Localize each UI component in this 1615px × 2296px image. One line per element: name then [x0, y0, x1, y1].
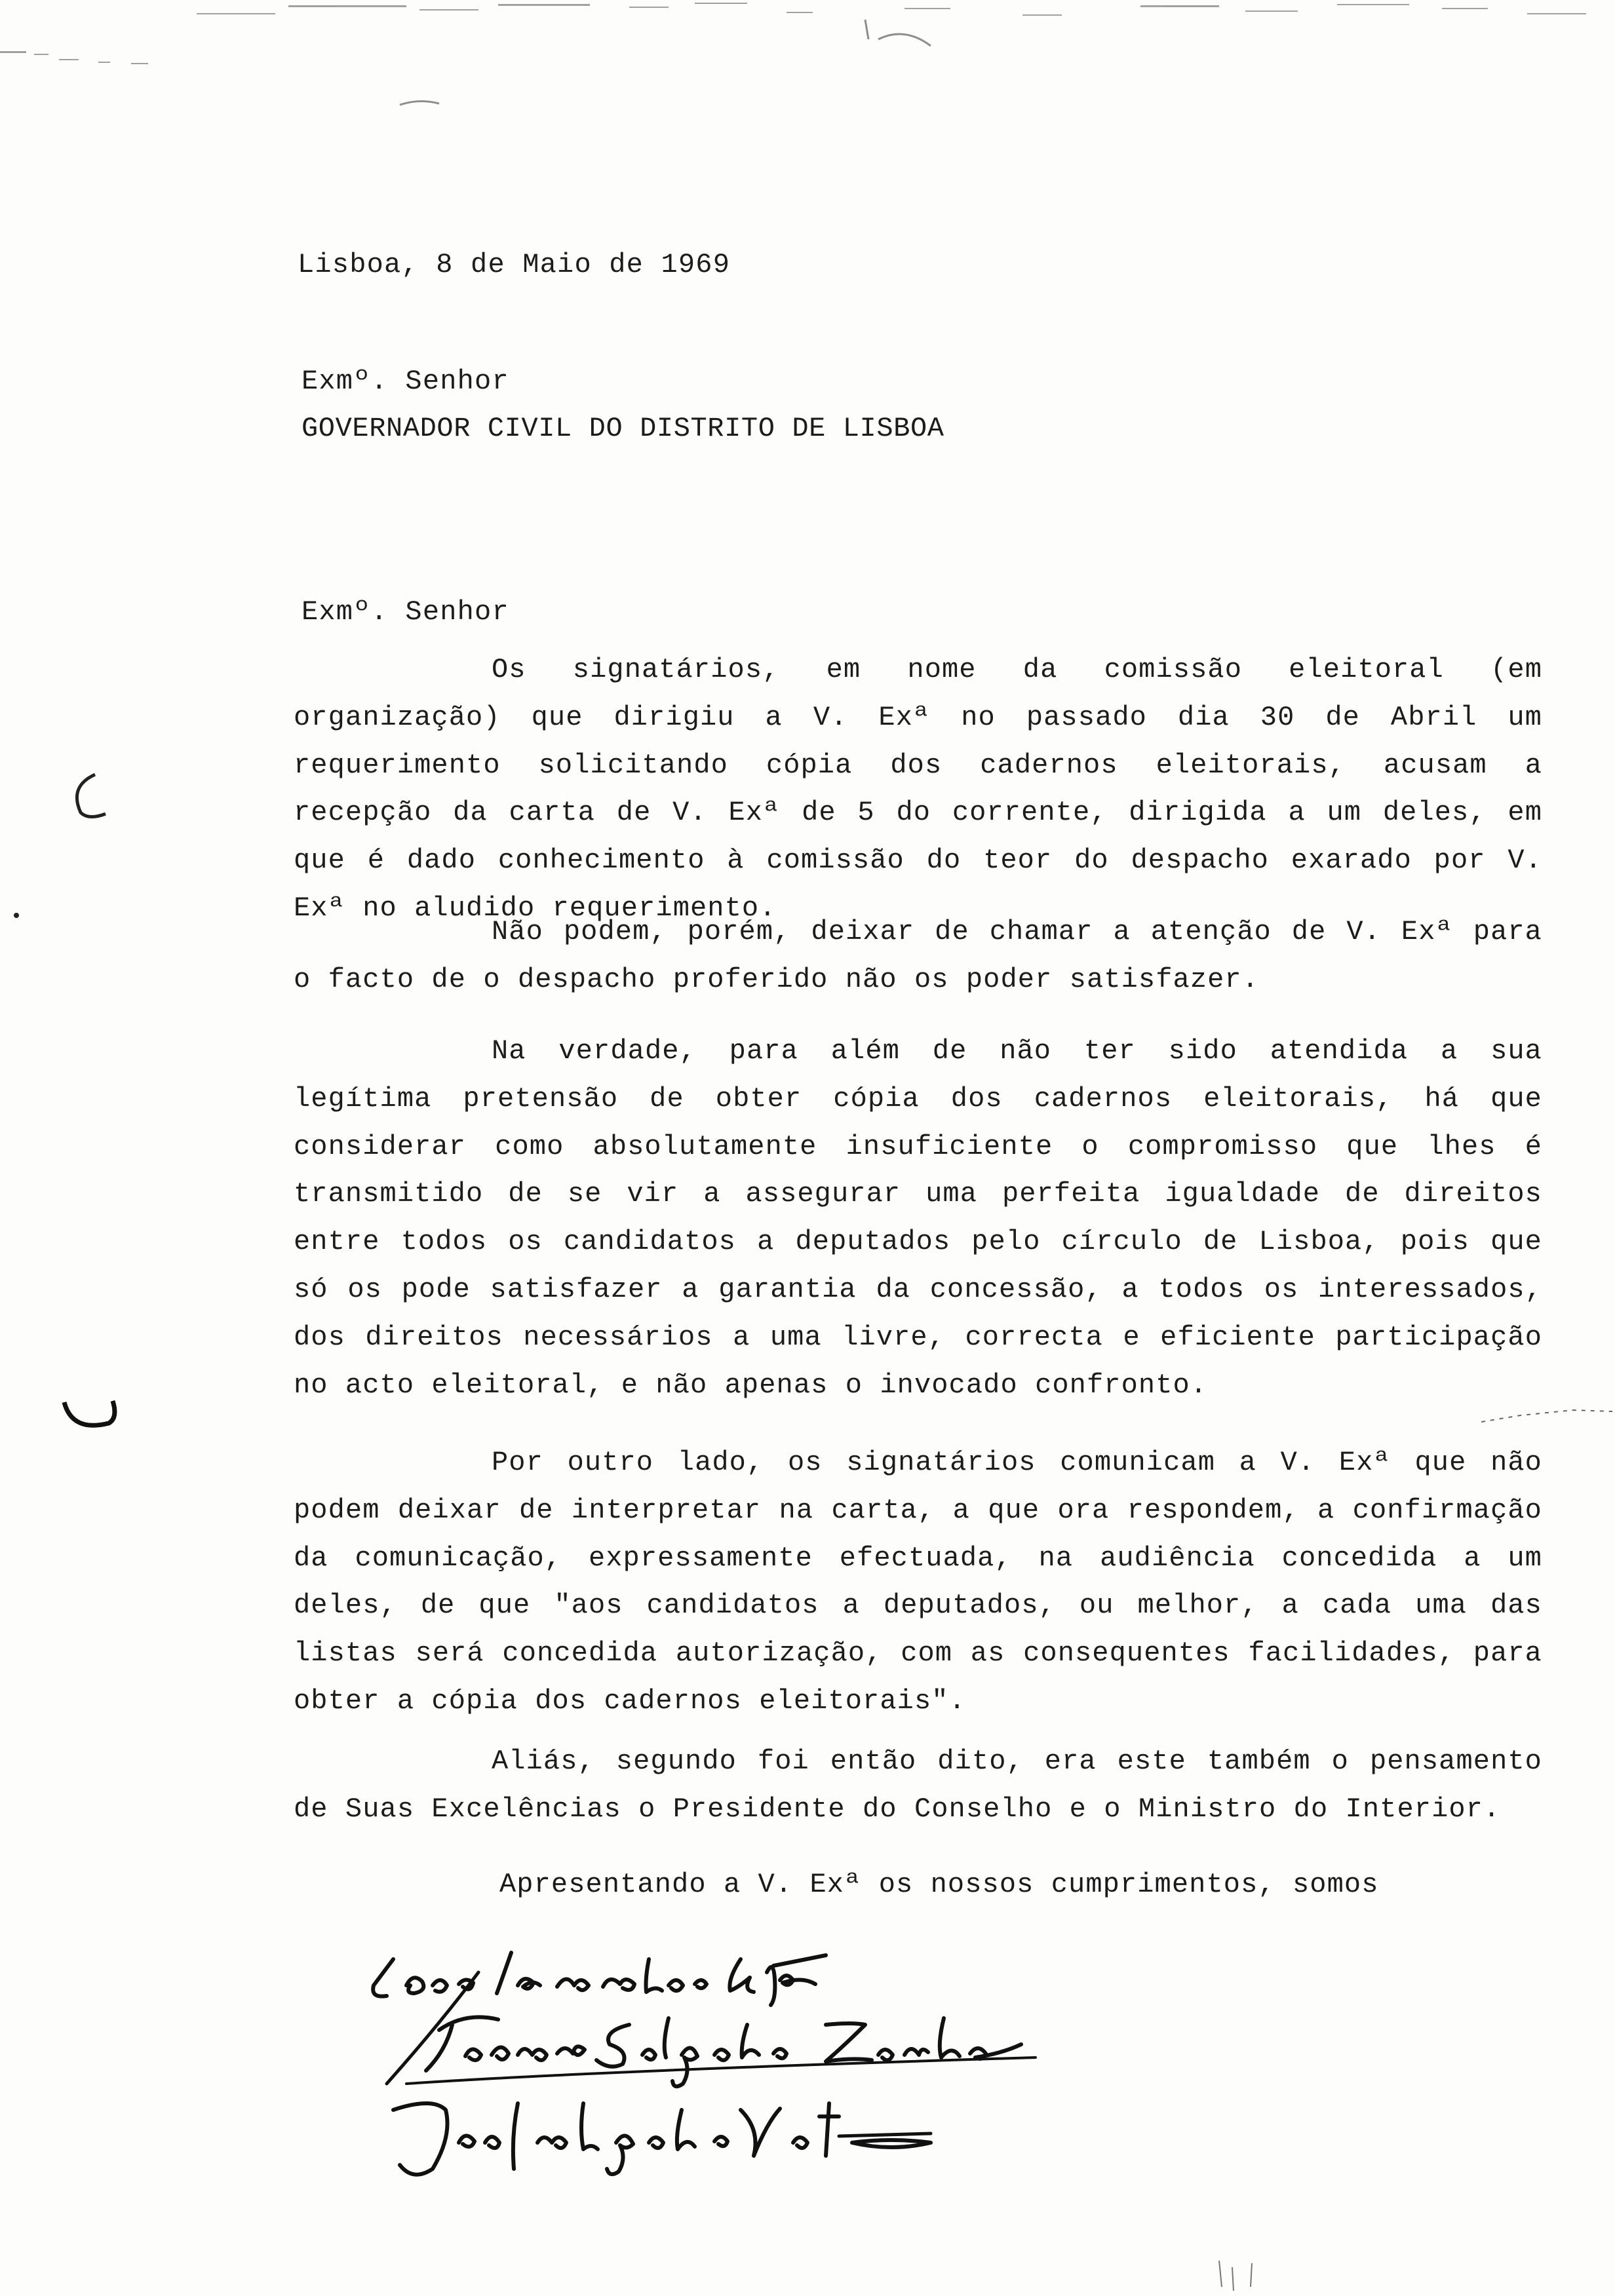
scan-noise-bottom: [1213, 2254, 1291, 2293]
margin-hook-mark: [52, 1383, 125, 1442]
paragraph-5: Aliás, segundo foi então dito, era este também o pensamento de Suas Excelências o Presidente do Conselho e o Ministro do Interior.: [294, 1746, 1542, 1825]
closing-line: Apresentando a V. Exª os nossos cumprimentos, somos: [499, 1869, 1379, 1900]
signature-2: [406, 2017, 1036, 2086]
paragraph-1: Os signatários, em nome da comissão eleitoral (em organização) que dirigiu a V. Exª no passado dia 30 de Abril um requerimento solicitando cópia dos cadernos eleitorais, acusam a recepção da carta de V. Exª de 5 do corrente, dirigida a um deles, em que é dado conhecimento à comissão do teor do despacho exarado por V. Exª no aludido requerimento.: [294, 654, 1542, 924]
margin-arc-mark: [62, 767, 115, 826]
paragraph-2: Não podem, porém, deixar de chamar a atenção de V. Exª para o facto de o despacho proferido não os poder satisfazer.: [294, 916, 1542, 995]
addressee-salutation: Exmº. Senhor: [302, 366, 509, 397]
signature-3: [393, 2103, 931, 2175]
scan-noise-top: [0, 0, 1615, 131]
paragraph-4: Por outro lado, os signatários comunicam a V. Exª que não podem deixar de interpretar na carta, a que ora respondem, a confirmação da comunicação, expressamente efectuada, na audiência concedida a um deles, de que "aos candidatos a deputados, ou melhor, a cada uma das listas será concedida autorização, com as consequentes facilidades, para obter a cópia dos cadernos eleitorais".: [294, 1447, 1542, 1717]
paragraph-3: Na verdade, para além de não ter sido atendida a sua legítima pretensão de obter cópia dos cadernos eleitorais, há que considerar como absolutamente insuficiente o compromisso que lhes é transmitido de se vir a assegurar uma perfeita igualdade de direitos entre todos os candidatos a deputados pelo círculo de Lisboa, pois que só os pode satisfazer a garantia da concessão, a todos os interessados, dos direitos necessários a uma livre, correcta e eficiente participação no acto eleitoral, e não apenas o invocado confronto.: [294, 1035, 1542, 1401]
salutation: Exmº. Senhor: [302, 596, 509, 628]
addressee-title: GOVERNADOR CIVIL DO DISTRITO DE LISBOA: [302, 413, 944, 444]
date-line: Lisboa, 8 de Maio de 1969: [298, 249, 731, 280]
margin-dot-mark: [12, 911, 21, 920]
signature-1: [373, 1953, 826, 2005]
handwritten-signatures: [367, 1946, 1180, 2189]
